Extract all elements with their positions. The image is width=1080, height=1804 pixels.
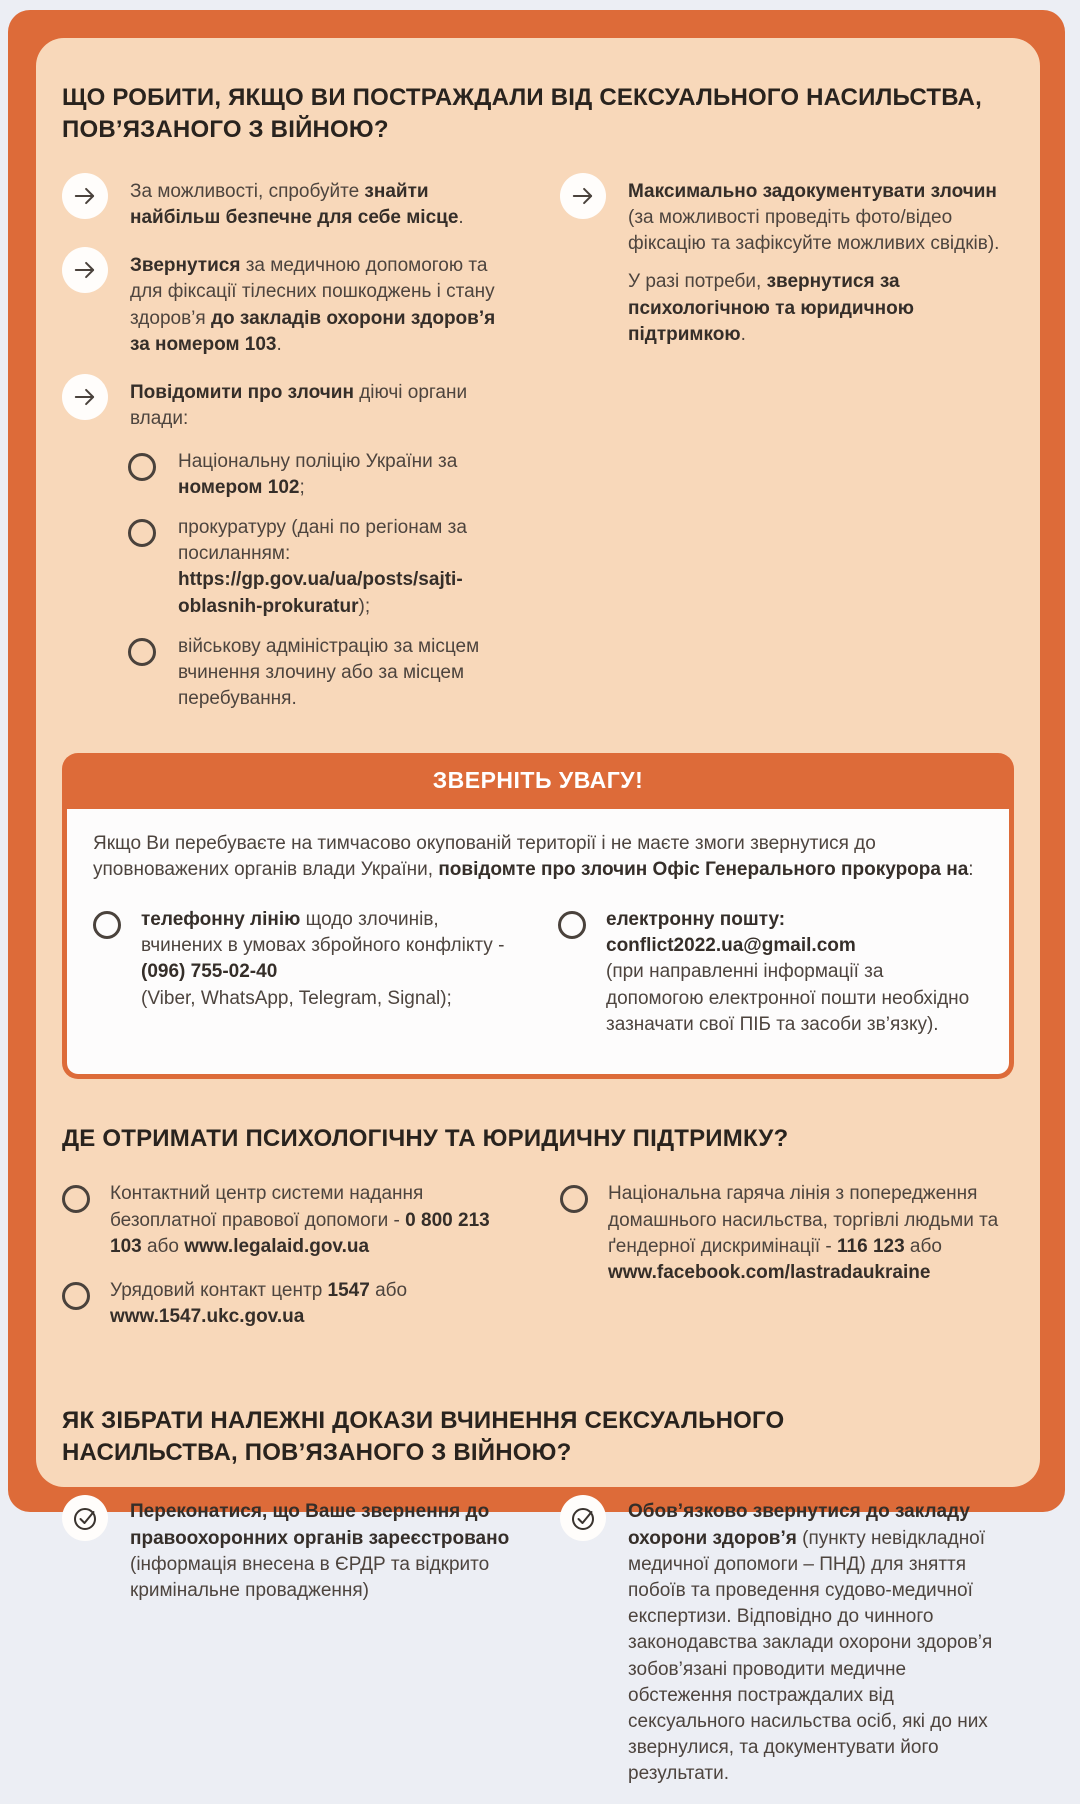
circle-bullet-icon (93, 911, 121, 939)
check-circle-icon (62, 1495, 108, 1541)
list-item (62, 173, 516, 231)
what-to-do-right-column (560, 173, 1014, 364)
attention-intro: Якщо Ви перебуваєте на тимчасово окупованій території і не маєте змоги звернутися до уповноважених органів влади України, повідомте про злочин Офіс Генерального прокурора на: (93, 832, 974, 880)
list-item-text: Урядовий контакт центр 1547 або www.1547.ukc.gov.ua (110, 1280, 408, 1328)
list-item (62, 1495, 516, 1604)
attention-callout-header (62, 753, 1014, 809)
circle-bullet-icon (558, 911, 586, 939)
sub-list-item-text: військову адміністрацію за місцем вчинення злочину або за місцем перебування. (178, 635, 480, 710)
section-title-what-to-do: ЩО РОБИТИ, ЯКЩО ВИ ПОСТРАЖДАЛИ ВІД СЕКСУАЛЬНОГО НАСИЛЬСТВА, ПОВ’ЯЗАНОГО З ВІЙНОЮ? (62, 84, 982, 144)
list-item-text: телефонну лінію щодо злочинів, вчинених в умовах збройного конфлікту - (096) 755-02-40 (Viber, WhatsApp, Telegram, Signal); (141, 908, 505, 1009)
sub-list-item-text: Національну поліцію України за номером 102; (178, 450, 458, 498)
list-item-text: Максимально задокументувати злочин (за можливості проведіть фото/відео фіксацію та зафіксуйте можливих свідків). У разі потреби, звернутися за психологічною та юридичною підтримкою. (628, 180, 1000, 345)
list-item-text: Національна гаряча лінія з попередження домашнього насильства, торгівлі людьми та ґендерної дискримінації - 116 123 або www.facebook.com/lastradaukraine (608, 1183, 999, 1284)
arrow-right-icon (62, 247, 108, 293)
list-item (93, 907, 518, 1012)
section-title-support: ДЕ ОТРИМАТИ ПСИХОЛОГІЧНУ ТА ЮРИДИЧНУ ПІДТРИМКУ? (62, 1125, 789, 1153)
circle-bullet-icon (62, 1282, 90, 1310)
list-item (62, 247, 516, 358)
list-item-text: За можливості, спробуйте знайти найбільш безпечне для себе місце. (130, 180, 464, 228)
arrow-right-icon (62, 374, 108, 420)
list-item-text: електронну пошту: conflict2022.ua@gmail.com (при направленні інформації за допомогою електронної пошти необхідно зазначати свої ПІБ та засоби зв’язку). (606, 908, 970, 1035)
list-item (62, 1181, 516, 1260)
sub-list-item (128, 449, 516, 501)
list-item (62, 1278, 516, 1330)
what-to-do-left-column (62, 173, 516, 727)
circle-bullet-icon (128, 638, 156, 666)
attention-columns (93, 907, 983, 1056)
circle-bullet-icon (128, 453, 156, 481)
list-item-text: Обов’язково звернутися до закладу охорони здоров’я (пункту невідкладної медичної допомоги – ПНД) для зняття побоїв та проведення судово-медичної експертизи. Відповідно до чинного законодавства заклади охорони здоров’я зобов’язані проводити медичне обстеження постраждалих від сексуального насильства осіб, які до них звернулися, та документувати його результати. (628, 1501, 993, 1785)
list-item (560, 173, 1014, 348)
sub-list-item (128, 634, 516, 713)
what-to-do-columns (62, 173, 1014, 727)
list-item (560, 1181, 1014, 1286)
arrow-right-icon (62, 173, 108, 219)
list-item-text: Контактний центр системи надання безоплатної правової допомоги - 0 800 213 103 або www.legalaid.gov.ua (110, 1183, 490, 1257)
list-item-text: Повідомити про злочин діючі органи влади: (130, 382, 468, 430)
support-left-column (62, 1181, 516, 1348)
attention-callout-title: ЗВЕРНІТЬ УВАГУ! (432, 766, 644, 793)
orange-frame (8, 10, 1065, 1785)
arrow-right-icon (560, 173, 606, 219)
list-item (560, 1495, 1014, 1787)
circle-bullet-icon (560, 1185, 588, 1213)
support-right-column (560, 1181, 1014, 1304)
evidence-columns (62, 1495, 1014, 1803)
list-item (558, 907, 983, 1038)
support-columns (62, 1181, 1014, 1348)
circle-bullet-icon (62, 1185, 90, 1213)
sub-list-item-text: прокуратуру (дані по регіонам за посиланням: https://gp.gov.ua/ua/posts/sajti-oblasnih-prokuratur); (178, 516, 467, 617)
content-panel (36, 38, 1040, 1785)
attention-callout (62, 753, 1014, 1080)
list-item-text: Звернутися за медичною допомогою та для фіксації тілесних пошкоджень і стану здоров’я до закладів охорони здоров’я за номером 103. (130, 255, 496, 355)
check-circle-icon (560, 1495, 606, 1541)
list-item (62, 374, 516, 432)
circle-bullet-icon (128, 519, 156, 547)
section-title-evidence: ЯК ЗІБРАТИ НАЛЕЖНІ ДОКАЗИ ВЧИНЕННЯ СЕКСУАЛЬНОГО НАСИЛЬСТВА, ПОВ’ЯЗАНОГО З ВІЙНОЮ? (62, 1406, 785, 1466)
sub-list-item (128, 515, 516, 620)
list-item-text: Переконатися, що Ваше звернення до правоохоронних органів зареєстровано (інформація внесена в ЄРДР та відкрито кримінальне провадження) (130, 1501, 510, 1601)
attention-callout-body (62, 809, 1014, 1080)
